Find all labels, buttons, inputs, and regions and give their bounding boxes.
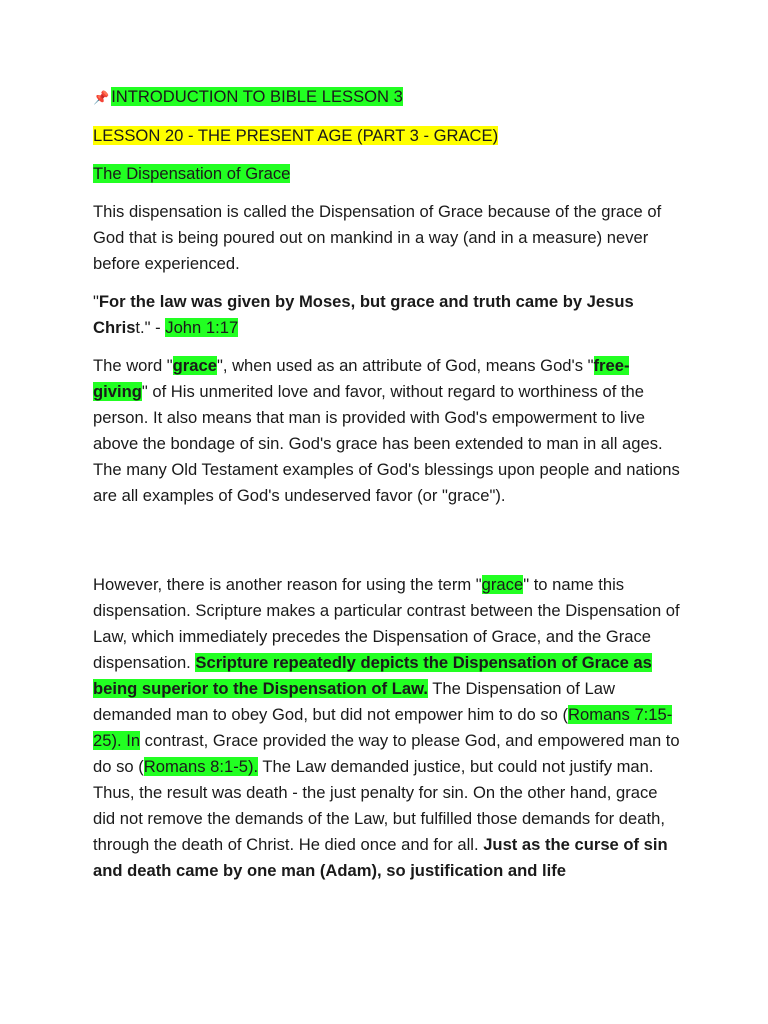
reference-romans-8: Romans 8:1-5). [143, 756, 259, 776]
p3-segment-3: The Dispensation of Law demanded man to obey God, but did not empower him to do so ( [93, 678, 615, 724]
pushpin-icon: 📌 [93, 89, 110, 105]
paragraph-intro [93, 199, 683, 277]
series-title-text: INTRODUCTION TO BIBLE LESSON 3 [111, 87, 403, 106]
paragraph-grace-definition [93, 353, 683, 509]
term-free-giving-highlight: free-giving [93, 355, 630, 401]
lesson-heading-text: LESSON 20 - THE PRESENT AGE (PART 3 - GRACE) [93, 125, 499, 145]
p2-segment-3: " of His unmerited love and favor, without regard to worthiness of the person. It also means that man is provided with God's empowerment to live above the bondage of sin. God's grace has been extended to man in all ages. The many Old Testament examples of God's blessings upon people and nations are all examples of God's undeserved favor (or "grace"). [93, 381, 680, 505]
quote-bold-text: For the law was given by Moses, but grace and truth came by Jesus Chris [93, 291, 634, 337]
quote-reference: John 1:17 [165, 317, 239, 337]
p3-segment-4: contrast, Grace provided the way to please God, and empowered man to do so ( [93, 730, 680, 776]
p2-segment-1: The word " [93, 355, 173, 375]
paragraph-law-vs-grace [93, 572, 683, 884]
quote-rest-text: t." - [135, 317, 166, 337]
scripture-quote [93, 289, 683, 341]
section-heading [93, 161, 683, 187]
p3-segment-1: However, there is another reason for using the term " [93, 574, 482, 594]
term-grace-highlight-2: grace [481, 574, 524, 594]
p3-segment-5: The Law demanded justice, but could not justify man. Thus, the result was death - the just penalty for sin. On the other hand, grace did not remove the demands of the Law, but fulfilled those demands for death, through the death of Christ. He died once and for all. [93, 756, 665, 854]
lesson-series-title [93, 84, 683, 111]
reference-romans-7: Romans 7:15-25). In [93, 704, 673, 750]
p3-segment-2: " to name this dispensation. Scripture makes a particular contrast between the Dispensation of Law, which immediately precedes the Dispensation of Grace, and the Grace dispensation. [93, 574, 680, 672]
blank-line [93, 521, 683, 572]
p3-bold-ending: Just as the curse of sin and death came by one man (Adam), so justification and life [93, 834, 668, 880]
lesson-heading [93, 123, 683, 149]
p2-segment-2: ", when used as an attribute of God, means God's " [216, 355, 594, 375]
quote-open-mark: " [93, 291, 99, 311]
term-grace-highlight: grace [172, 355, 217, 375]
document-body [93, 84, 683, 884]
key-statement-highlight: Scripture repeatedly depicts the Dispensation of Grace as being superior to the Dispensation of Law. [93, 652, 652, 698]
section-heading-text: The Dispensation of Grace [93, 163, 291, 183]
paragraph-intro-text: This dispensation is called the Dispensation of Grace because of the grace of God that is being poured out on mankind in a way (and in a measure) never before experienced. [93, 201, 662, 273]
